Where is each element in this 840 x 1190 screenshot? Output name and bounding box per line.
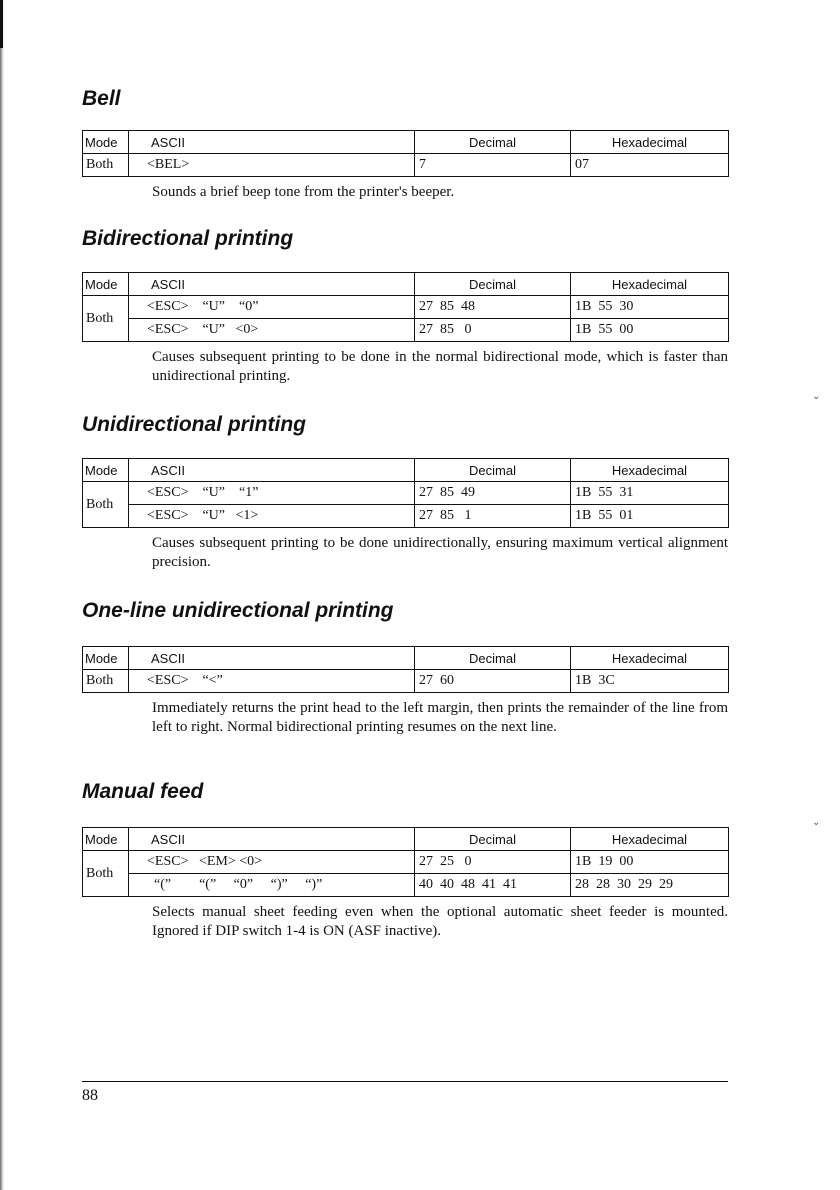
hex-cell: 1B 55 30: [571, 296, 729, 319]
hex-cell: 1B 55 01: [571, 505, 729, 528]
header-mode: Mode: [83, 459, 129, 482]
section-one-line-unidirectional: [82, 598, 732, 737]
header-hex: Hexadecimal: [571, 273, 729, 296]
table-header-row: [83, 647, 729, 670]
command-table: [82, 272, 729, 342]
table-row: [83, 319, 729, 342]
section-heading: Manual feed: [82, 780, 204, 803]
section-description: Sounds a brief beep tone from the printer's beeper.: [152, 184, 455, 200]
table-header-row: [83, 828, 729, 851]
hex-cell: 1B 55 31: [571, 482, 729, 505]
mode-cell: Both: [83, 851, 129, 897]
header-decimal: Decimal: [415, 273, 571, 296]
table-row: [83, 670, 729, 693]
mode-cell: Both: [83, 154, 129, 177]
scan-edge-mark: [0, 0, 3, 48]
command-table: [82, 458, 729, 528]
header-decimal: Decimal: [415, 131, 571, 154]
footer-rule: [82, 1081, 728, 1082]
command-table: [82, 130, 729, 177]
section-description: Selects manual sheet feeding even when the optional automatic sheet feeder is mounted. Ignored if DIP switch 1-4 is ON (ASF inactive).: [152, 904, 728, 939]
header-decimal: Decimal: [415, 647, 571, 670]
mode-cell: Both: [83, 296, 129, 342]
decimal-cell: 40 40 48 41 41: [415, 874, 571, 897]
ascii-cell: <ESC> “<”: [129, 670, 415, 693]
section-heading: One-line unidirectional printing: [82, 599, 394, 622]
section-manual-feed: [82, 779, 732, 941]
ascii-cell: “(” “(” “0” “)” “)”: [129, 874, 415, 897]
header-mode: Mode: [83, 828, 129, 851]
scan-speck: ⌄: [812, 391, 821, 402]
hex-cell: 1B 55 00: [571, 319, 729, 342]
page-number: 88: [82, 1087, 98, 1104]
decimal-cell: 27 85 1: [415, 505, 571, 528]
header-ascii: ASCII: [129, 131, 415, 154]
scan-edge: [0, 0, 4, 1190]
header-ascii: ASCII: [129, 828, 415, 851]
header-mode: Mode: [83, 273, 129, 296]
hex-cell: 1B 3C: [571, 670, 729, 693]
header-ascii: ASCII: [129, 273, 415, 296]
header-hex: Hexadecimal: [571, 459, 729, 482]
section-heading: Bidirectional printing: [82, 227, 294, 250]
header-decimal: Decimal: [415, 828, 571, 851]
command-table: [82, 827, 729, 897]
ascii-cell: <BEL>: [129, 154, 415, 177]
section-description: Causes subsequent printing to be done unidirectionally, ensuring maximum vertical alignment precision.: [152, 535, 728, 570]
table-row: [83, 296, 729, 319]
scan-speck: ⌄: [812, 817, 821, 828]
table-header-row: [83, 273, 729, 296]
header-mode: Mode: [83, 647, 129, 670]
table-row: [83, 851, 729, 874]
section-description: Immediately returns the print head to the left margin, then prints the remainder of the line from left to right. Normal bidirectional printing resumes on the next line.: [152, 700, 728, 735]
table-row: [83, 874, 729, 897]
decimal-cell: 7: [415, 154, 571, 177]
header-hex: Hexadecimal: [571, 828, 729, 851]
section-unidirectional: [82, 412, 732, 572]
ascii-cell: <ESC> “U” <1>: [129, 505, 415, 528]
ascii-cell: <ESC> “U” “1”: [129, 482, 415, 505]
decimal-cell: 27 25 0: [415, 851, 571, 874]
mode-cell: Both: [83, 670, 129, 693]
section-bidirectional: [82, 226, 732, 386]
ascii-cell: <ESC> “U” <0>: [129, 319, 415, 342]
hex-cell: 1B 19 00: [571, 851, 729, 874]
table-row: [83, 505, 729, 528]
table-row: [83, 482, 729, 505]
header-mode: Mode: [83, 131, 129, 154]
ascii-cell: <ESC> “U” “0”: [129, 296, 415, 319]
table-row: [83, 154, 729, 177]
header-ascii: ASCII: [129, 647, 415, 670]
decimal-cell: 27 60: [415, 670, 571, 693]
section-bell: [82, 86, 732, 202]
section-heading: Bell: [82, 87, 121, 110]
section-description: Causes subsequent printing to be done in the normal bidirectional mode, which is faster than unidirectional printing.: [152, 349, 728, 384]
decimal-cell: 27 85 0: [415, 319, 571, 342]
command-table: [82, 646, 729, 693]
section-heading: Unidirectional printing: [82, 413, 306, 436]
header-decimal: Decimal: [415, 459, 571, 482]
table-header-row: [83, 131, 729, 154]
header-hex: Hexadecimal: [571, 647, 729, 670]
header-hex: Hexadecimal: [571, 131, 729, 154]
table-header-row: [83, 459, 729, 482]
header-ascii: ASCII: [129, 459, 415, 482]
decimal-cell: 27 85 48: [415, 296, 571, 319]
hex-cell: 07: [571, 154, 729, 177]
decimal-cell: 27 85 49: [415, 482, 571, 505]
mode-cell: Both: [83, 482, 129, 528]
ascii-cell: <ESC> <EM> <0>: [129, 851, 415, 874]
hex-cell: 28 28 30 29 29: [571, 874, 729, 897]
